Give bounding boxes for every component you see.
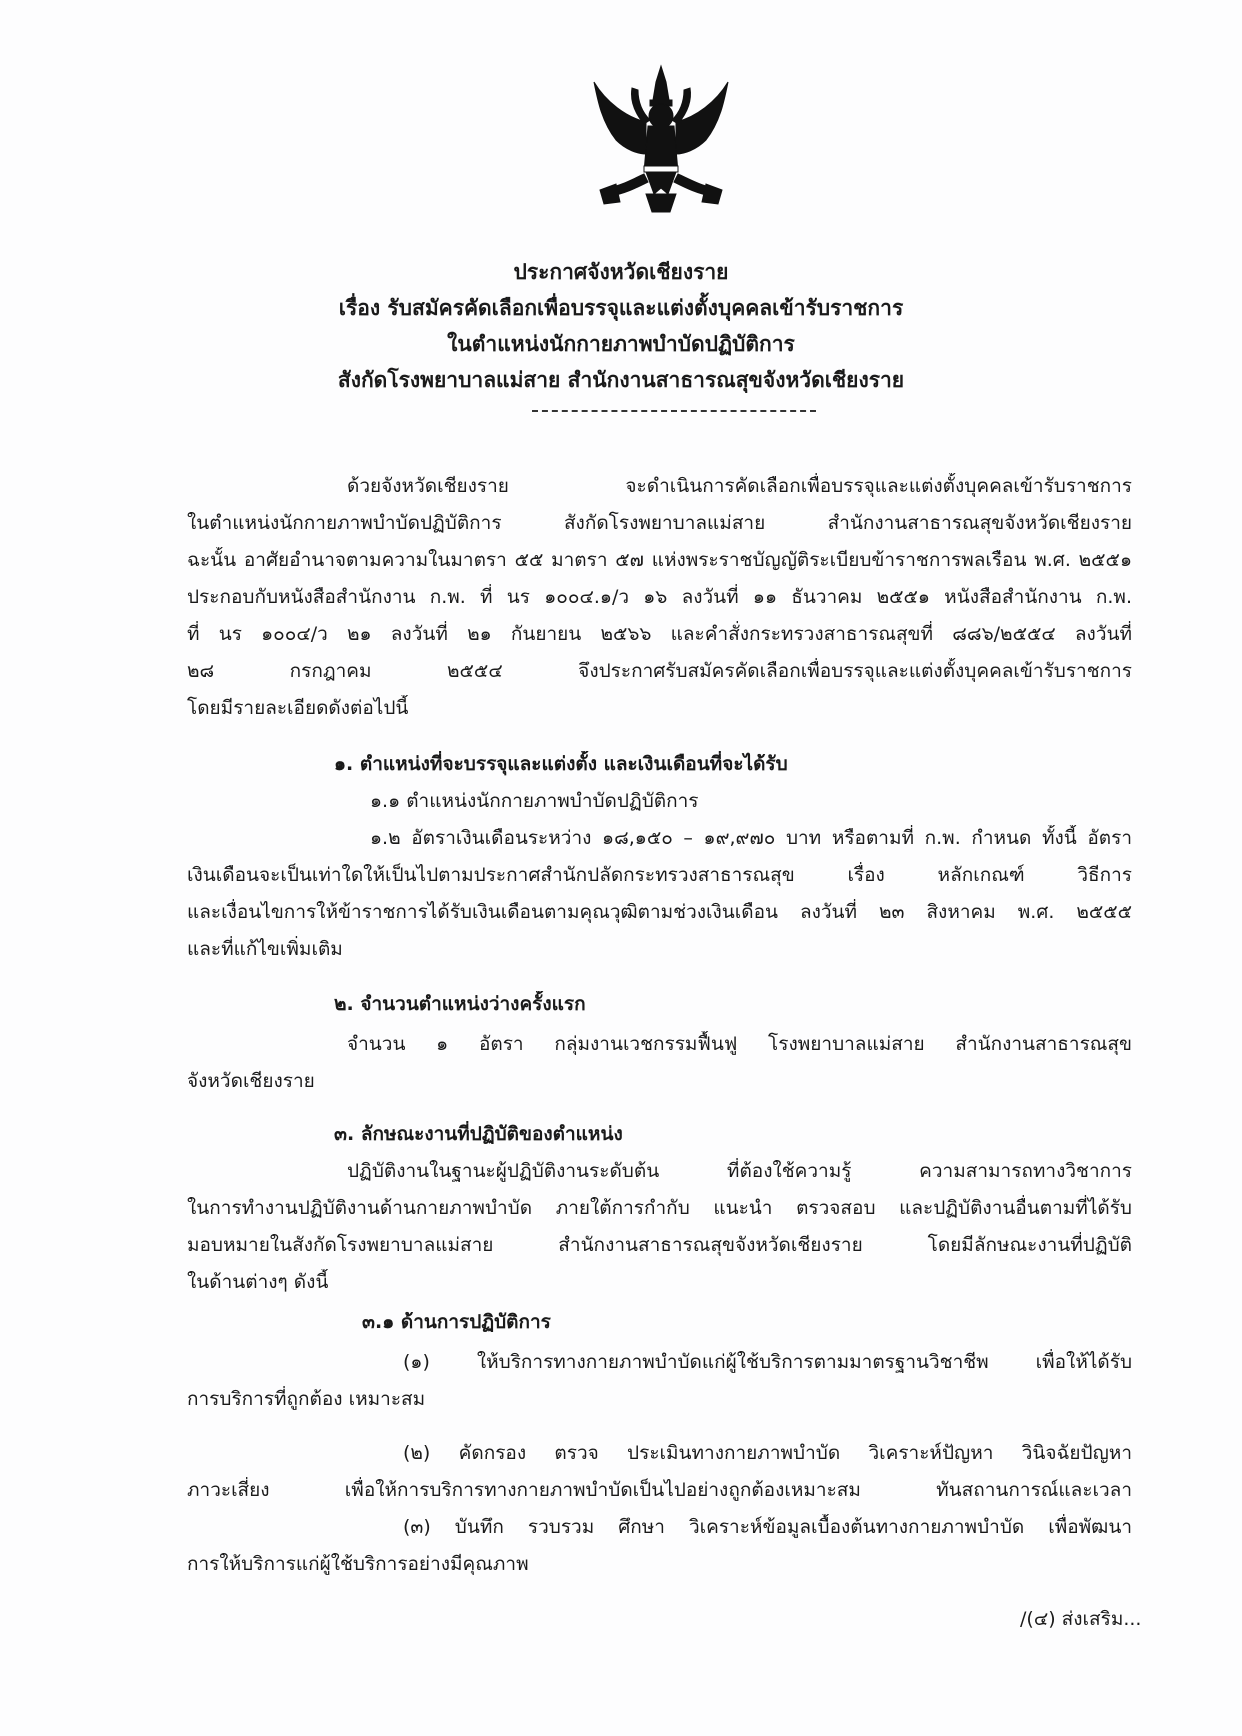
duty-item: การบริการที่ถูกต้อง เหมาะสม (187, 1388, 426, 1410)
section-item: ๑.๑ ตำแหน่งนักกายภาพบำบัดปฏิบัติการ (370, 790, 699, 812)
duty-item: ภาวะเสี่ยง เพื่อให้การบริการทางกายภาพบำบัดเป็นไปอย่างถูกต้องเหมาะสม ทันสถานการณ์และเวลา (187, 1479, 1132, 1501)
sub-heading: ๓.๑ ด้านการปฏิบัติการ (362, 1311, 551, 1333)
section-body: มอบหมายในสังกัดโรงพยาบาลแม่สาย สำนักงานสาธารณสุขจังหวัดเชียงราย โดยมีลักษณะงานที่ปฏิบัติ (187, 1234, 1132, 1256)
section-item: ๑.๒ อัตราเงินเดือนระหว่าง ๑๘,๑๕๐ – ๑๙,๙๗๐ บาท หรือตามที่ ก.พ. กำหนด ทั้งนี้ อัตรา (370, 827, 1132, 849)
section-body: จังหวัดเชียงราย (187, 1070, 315, 1092)
intro-line: ด้วยจังหวัดเชียงราย จะดำเนินการคัดเลือกเพื่อบรรจุและแต่งตั้งบุคคลเข้ารับราชการ (347, 475, 1132, 497)
intro-line: ๒๘ กรกฎาคม ๒๕๕๔ จึงประกาศรับสมัครคัดเลือกเพื่อบรรจุและแต่งตั้งบุคคลเข้ารับราชการ (187, 660, 1132, 682)
announcement-subject: เรื่อง รับสมัครคัดเลือกเพื่อบรรจุและแต่งตั้งบุคคลเข้ารับราชการ (338, 296, 904, 320)
announcement-title: ประกาศจังหวัดเชียงราย (513, 260, 729, 284)
page-continuation: /(๔) ส่งเสริม... (1020, 1608, 1142, 1630)
section-item: และเงื่อนไขการให้ข้าราชการได้รับเงินเดือนตามคุณวุฒิตามช่วงเงินเดือน ลงวันที่ ๒๓ สิงหาคม พ.ศ. ๒๕๕๕ (187, 901, 1132, 923)
intro-line: ประกอบกับหนังสือสำนักงาน ก.พ. ที่ นร ๑๐๐๔.๑/ว ๑๖ ลงวันที่ ๑๑ ธันวาคม ๒๕๕๑ หนังสือสำนักงาน ก.พ. (187, 586, 1132, 608)
duty-item: (๒) คัดกรอง ตรวจ ประเมินทางกายภาพบำบัด วิเคราะห์ปัญหา วินิจฉัยปัญหา (403, 1442, 1132, 1464)
garuda-emblem (586, 62, 736, 222)
announcement-affiliation: สังกัดโรงพยาบาลแม่สาย สำนักงานสาธารณสุขจังหวัดเชียงราย (337, 368, 905, 392)
section-heading: ๓. ลักษณะงานที่ปฏิบัติของตำแหน่ง (334, 1123, 623, 1145)
header-divider (532, 410, 816, 412)
duty-item: (๑) ให้บริการทางกายภาพบำบัดแก่ผู้ใช้บริการตามมาตรฐานวิชาชีพ เพื่อให้ได้รับ (403, 1351, 1132, 1373)
duty-item: การให้บริการแก่ผู้ใช้บริการอย่างมีคุณภาพ (187, 1553, 529, 1575)
section-body: ในด้านต่างๆ ดังนี้ (187, 1271, 329, 1293)
section-item: และที่แก้ไขเพิ่มเติม (187, 938, 343, 960)
intro-line: ที่ นร ๑๐๐๔/ว ๒๑ ลงวันที่ ๒๑ กันยายน ๒๕๖๖ และคำสั่งกระทรวงสาธารณสุขที่ ๘๘๖/๒๕๕๔ ลงวันที่ (187, 623, 1132, 645)
intro-line: โดยมีรายละเอียดดังต่อไปนี้ (187, 697, 409, 719)
intro-line: ในตำแหน่งนักกายภาพบำบัดปฏิบัติการ สังกัดโรงพยาบาลแม่สาย สำนักงานสาธารณสุขจังหวัดเชียงราย (187, 512, 1132, 534)
duty-item: (๓) บันทึก รวบรวม ศึกษา วิเคราะห์ข้อมูลเบื้องต้นทางกายภาพบำบัด เพื่อพัฒนา (403, 1516, 1132, 1538)
section-body: ปฏิบัติงานในฐานะผู้ปฏิบัติงานระดับต้น ที่ต้องใช้ความรู้ ความสามารถทางวิชาการ (347, 1160, 1132, 1182)
section-heading: ๒. จำนวนตำแหน่งว่างครั้งแรก (334, 993, 586, 1015)
section-body: จำนวน ๑ อัตรา กลุ่มงานเวชกรรมฟื้นฟู โรงพยาบาลแม่สาย สำนักงานสาธารณสุข (347, 1033, 1132, 1055)
section-body: ในการทำงานปฏิบัติงานด้านกายภาพบำบัด ภายใต้การกำกับ แนะนำ ตรวจสอบ และปฏิบัติงานอื่นตามที่ได้รับ (187, 1197, 1132, 1219)
section-heading: ๑. ตำแหน่งที่จะบรรจุและแต่งตั้ง และเงินเดือนที่จะได้รับ (334, 753, 788, 775)
announcement-position: ในตำแหน่งนักกายภาพบำบัดปฏิบัติการ (447, 332, 795, 356)
intro-line: ฉะนั้น อาศัยอำนาจตามความในมาตรา ๕๕ มาตรา ๕๗ แห่งพระราชบัญญัติระเบียบข้าราชการพลเรือน พ.ศ. ๒๕๕๑ (187, 549, 1132, 571)
section-item: เงินเดือนจะเป็นเท่าใดให้เป็นไปตามประกาศสำนักปลัดกระทรวงสาธารณสุข เรื่อง หลักเกณฑ์ วิธีการ (187, 864, 1132, 886)
